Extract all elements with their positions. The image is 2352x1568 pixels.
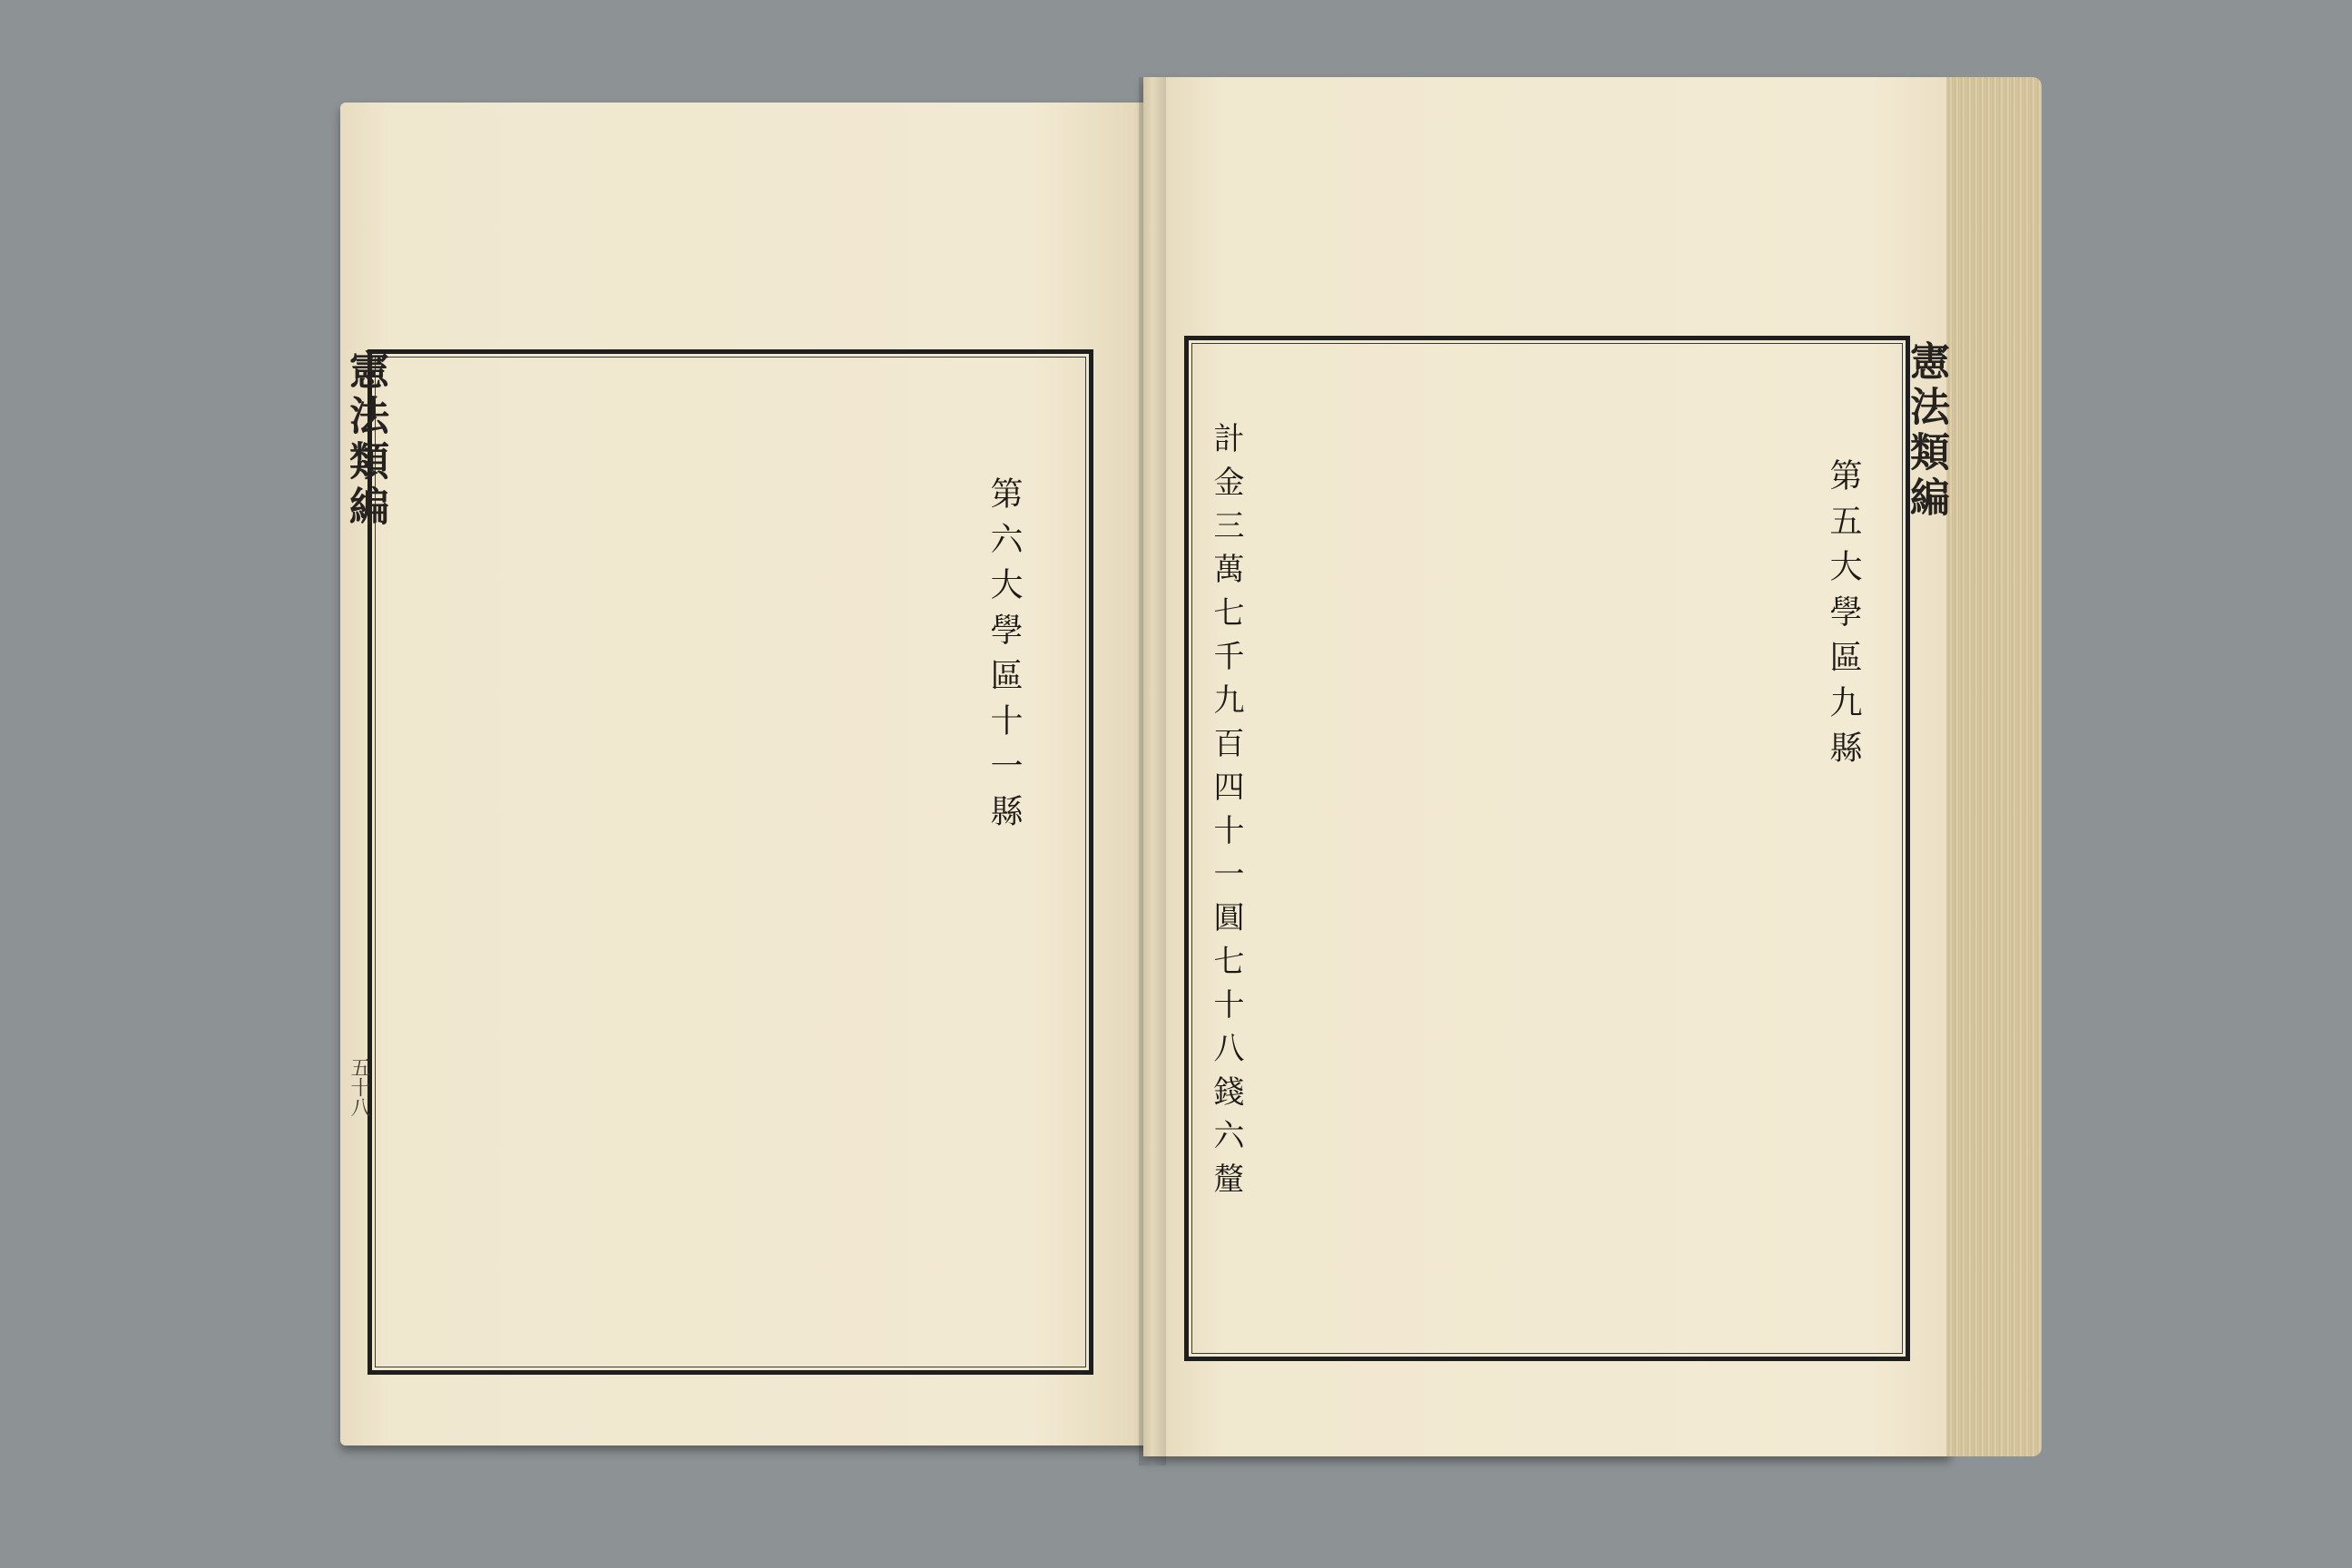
left-heading: 第六大學區十一縣 <box>985 476 1023 839</box>
left-page-number: 五十八 <box>348 1057 370 1117</box>
right-spine-title: 憲法類編 <box>1903 340 1949 522</box>
page-edges <box>1946 77 2042 1456</box>
right-heading: 第五大學區九縣 <box>1825 458 1862 776</box>
right-total-column: 計金三萬七千九百四十一圓七十八錢六釐 <box>1208 422 1244 1206</box>
right-page-frame <box>1184 336 1910 1361</box>
open-book <box>340 77 2037 1475</box>
book-gutter <box>1139 77 1166 1465</box>
left-spine-title: 憲法類編 <box>342 349 388 531</box>
